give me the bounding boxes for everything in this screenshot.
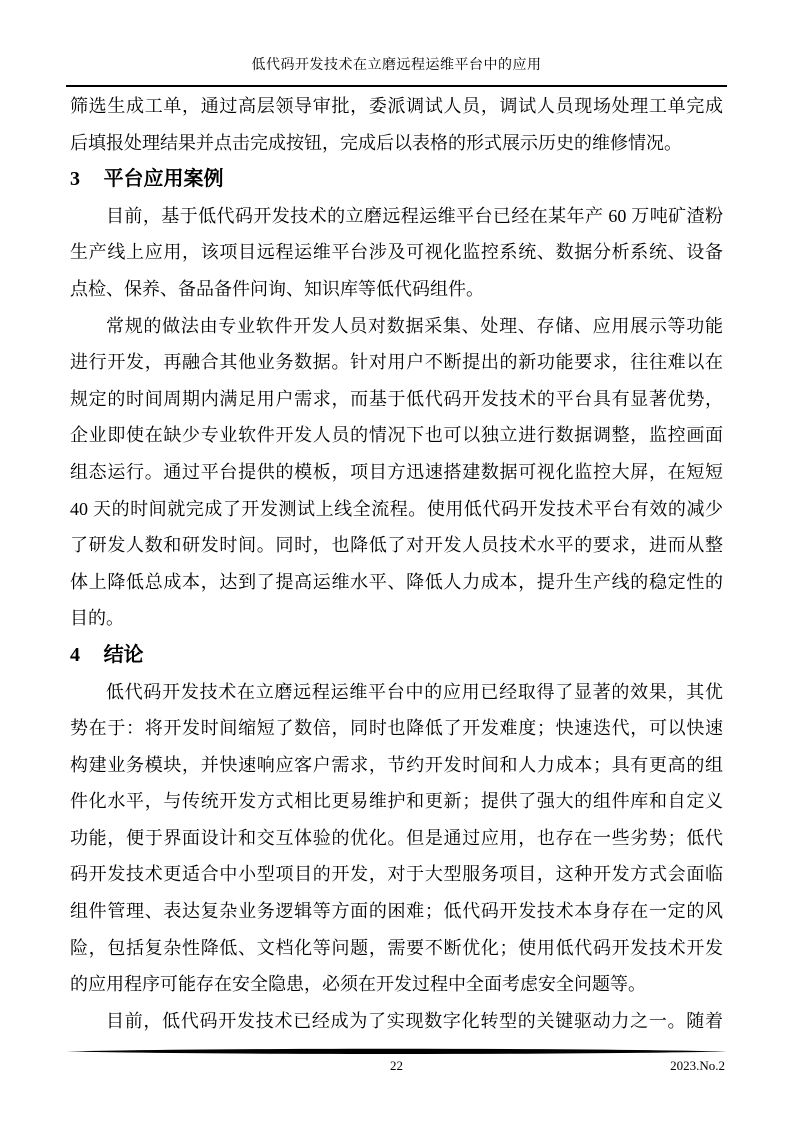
running-header-title: 低代码开发技术在立磨远程运维平台中的应用 <box>251 58 542 73</box>
body-line: 势在于：将开发时间缩短了数倍，同时也降低了开发难度；快速迭代，可以快速 <box>70 718 723 739</box>
body-line: 常规的做法由专业软件开发人员对数据采集、处理、存储、应用展示等功能 <box>106 315 723 336</box>
body-line: 低代码开发技术在立磨远程运维平台中的应用已经取得了显著的效果，其优 <box>106 681 723 702</box>
footer-rule <box>66 1047 727 1056</box>
body-line: 后填报处理结果并点击完成按钮，完成后以表格的形式展示历史的维修情况。 <box>70 132 682 153</box>
body-line: 构建业务模块，并快速响应客户需求，节约开发时间和人力成本；具有更高的组 <box>70 754 723 775</box>
body-line: 进行开发，再融合其他业务数据。针对用户不断提出的新功能要求，往往难以在 <box>70 352 723 373</box>
section-heading-platform-cases <box>70 161 723 198</box>
body-line: 目前，低代码开发技术已经成为了实现数字化转型的关键驱动力之一。随着 <box>106 1010 723 1031</box>
body-line: 组态运行。通过平台提供的模板，项目方迅速搭建数据可视化监控大屏，在短短 <box>70 461 723 482</box>
issue-label: 2023.No.2 <box>670 1058 725 1073</box>
body-line: 40 天的时间就完成了开发测试上线全流程。使用低代码开发技术平台有效的减少 <box>70 498 723 519</box>
page-content <box>70 88 723 1039</box>
page-footer <box>70 1056 723 1076</box>
body-line: 生产线上应用，该项目远程运维平台涉及可视化监控系统、数据分析系统、设备 <box>70 242 723 263</box>
body-line: 组件管理、表达复杂业务逻辑等方面的困难；低代码开发技术本身存在一定的风 <box>70 901 723 922</box>
body-line: 点检、保养、备品备件问询、知识库等低代码组件。 <box>70 278 484 299</box>
body-line: 码开发技术更适合中小型项目的开发，对于大型服务项目，这种开发方式会面临 <box>70 864 723 885</box>
header-rule <box>66 85 727 87</box>
body-line: 规定的时间周期内满足用户需求，而基于低代码开发技术的平台具有显著优势， <box>70 388 723 409</box>
body-line: 目前，基于低代码开发技术的立磨远程运维平台已经在某年产 60 万吨矿渣粉 <box>106 205 723 226</box>
section-title: 平台应用案例 <box>103 168 224 191</box>
page-number: 22 <box>390 1058 403 1073</box>
section-title: 结论 <box>103 643 144 666</box>
body-line: 功能，便于界面设计和交互体验的优化。但是通过应用，也存在一些劣势；低代 <box>70 827 723 848</box>
body-line: 筛选生成工单，通过高层领导审批，委派调试人员，调试人员现场处理工单完成 <box>70 96 723 116</box>
body-line: 件化水平，与传统开发方式相比更易维护和更新；提供了强大的组件库和自定义 <box>70 791 723 812</box>
body-line: 了研发人数和研发时间。同时，也降低了对开发人员技术水平的要求，进而从整 <box>70 535 723 556</box>
body-line: 的应用程序可能存在安全隐患，必须在开发过程中全面考虑安全问题等。 <box>70 974 646 995</box>
body-line: 企业即使在缺少专业软件开发人员的情况下也可以独立进行数据调整，监控画面 <box>70 425 723 446</box>
body-line: 险，包括复杂性降低、文档化等问题，需要不断优化；使用低代码开发技术开发 <box>70 937 723 958</box>
body-line: 目的。 <box>70 608 124 629</box>
body-line: 体上降低总成本，达到了提高运维水平、降低人力成本，提升生产线的稳定性的 <box>70 571 723 592</box>
section-number: 4 <box>70 643 80 666</box>
section-heading-conclusion <box>70 637 723 674</box>
section-number: 3 <box>70 168 80 191</box>
